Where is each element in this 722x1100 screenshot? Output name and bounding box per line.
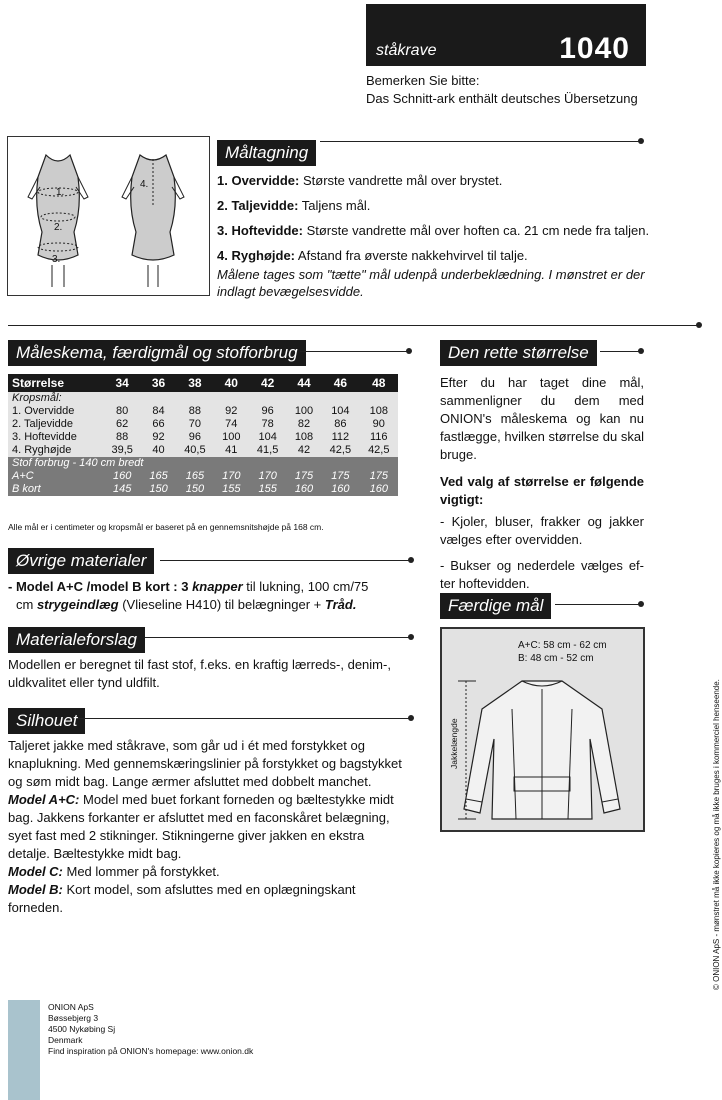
rette-text: Efter du har taget dine mål, sammenligner du dem med ONION's måleskema og kan nu fastlægge, hvilken størrelse du skal bruge. Ved valg af størrelse er følgende vigtigt: - Kjoler, bluser, frakker og jakker vælges efter overvidden. - Bukser og nederdele vælges ef-ter hoftevidden.	[440, 375, 644, 591]
silhouet-paragraph: Taljeret jakke med ståkrave, som går ud i ét med forstykket og knaplukning. Med gennemskæringslinier på forstykket og bagstykket og søm midt bag. Lange ærmer afsluttet med dobbelt manchet.	[8, 738, 402, 789]
measure-item-3: 3. Hoftevidde: Største vandrette mål over hoften ca. 21 cm nede fra taljen.	[217, 223, 650, 238]
finished-measure-ac: A+C: 58 cm - 62 cm	[518, 640, 607, 651]
figure-label-4: 4.	[140, 179, 149, 190]
faerdige-rule-dot	[638, 601, 644, 607]
silhouet-heading: Silhouet	[8, 708, 85, 734]
section-divider	[8, 325, 700, 326]
measure-note: Målene tages som "tætte" mål udenpå underbeklædning. I mønstret er der indlagt bevægelsesvidde.	[217, 267, 645, 299]
table-row: 4. Ryghøjde 39,5 40 40,5 41 41,5 42 42,5 42,5	[8, 444, 398, 457]
finished-measure-b: B: 48 cm - 52 cm	[518, 653, 594, 664]
maaleskema-rule	[300, 351, 408, 352]
maaltagning-list	[217, 172, 657, 300]
silhouet-text	[8, 737, 408, 917]
pattern-number: 1040	[559, 32, 630, 65]
ovrige-rule	[160, 560, 410, 561]
pattern-subtitle: ståkrave	[376, 42, 437, 59]
materialeforslag-rule-dot	[408, 634, 414, 640]
silhouet-model-ac: Model A+C: Model med buet forkant forneden og bæltestykke midt bag. Jakkens forkanter er afsluttet med en faconskåret belægning, syet fast med 2 stikninger. Stikningerne giver jakken en ekstra detalje. Bæltestykke midt bag.	[8, 792, 394, 861]
section-label-row: Stof forbrug - 140 cm bredt	[8, 457, 398, 470]
materialeforslag-rule	[145, 637, 410, 638]
table-footnote: Alle mål er i centimeter og kropsmål er baseret på en gennemsnitshøjde på 168 cm.	[8, 522, 324, 532]
footer-website: Find inspiration på ONION's homepage: www.onion.dk	[48, 1046, 254, 1056]
footer-address: ONION ApS Bøssebjerg 3 4500 Nykøbing Sj Denmark Find inspiration på ONION's homepage: www.onion.dk	[48, 1002, 254, 1056]
table-row: A+C 160 165 165 170 170 175 175 175	[8, 470, 398, 483]
finished-measurements-box	[440, 627, 645, 832]
jacket-length-label: Jakkelængde	[449, 718, 459, 769]
figure-label-2: 2.	[54, 222, 63, 233]
figure-label-1: 1.	[56, 187, 65, 198]
materialeforslag-heading: Materialeforslag	[8, 627, 145, 653]
section-divider-dot	[696, 322, 702, 328]
table-row: 3. Hoftevidde 88 92 96 100 104 108 112 116	[8, 431, 398, 444]
silhouet-rule	[78, 718, 410, 719]
faerdige-heading: Færdige mål	[440, 593, 551, 619]
rette-rule-dot	[638, 348, 644, 354]
faerdige-rule	[555, 604, 640, 605]
ovrige-heading: Øvrige materialer	[8, 548, 154, 574]
rette-rule	[600, 351, 640, 352]
measure-item-4: 4. Ryghøjde: Afstand fra øverste nakkehvirvel til talje.	[217, 248, 528, 263]
table-row: B kort 145 150 150 155 155 160 160 160	[8, 483, 398, 496]
translation-note: Bemerken Sie bitte: Das Schnitt-ark enthält deutsches Übersetzung	[366, 73, 638, 106]
ovrige-text: - Model A+C /model B kort : 3 knapper til lukning, 100 cm/75 cm strygeindlæg (Vlieseline H410) til belægninger + Tråd.	[8, 579, 369, 612]
copyright-notice: © ONION ApS - mønstret må ikke kopieres og må ikke bruges i kommerciel henseende.	[712, 679, 721, 990]
size-table-header: Størrelse 34 36 38 40 42 44 46 48	[8, 374, 398, 392]
maaltagning-rule-dot	[638, 138, 644, 144]
maaleskema-heading: Måleskema, færdigmål og stofforbrug	[8, 340, 306, 366]
size-table	[8, 374, 398, 496]
jacket-illustration	[442, 669, 643, 829]
figure-label-3: 3.	[52, 254, 61, 265]
silhouet-rule-dot	[408, 715, 414, 721]
maaltagning-rule	[320, 141, 640, 142]
materialeforslag-text: Modellen er beregnet til fast stof, f.eks. en kraftig lærreds-, denim-, uldkvalitet eller tynd uldfilt.	[8, 657, 391, 690]
table-row: 2. Taljevidde 62 66 70 74 78 82 86 90	[8, 418, 398, 431]
table-row: 1. Overvidde 80 84 88 92 96 100 104 108	[8, 405, 398, 418]
pattern-header	[366, 4, 646, 66]
silhouet-model-b: Model B: Kort model, som afsluttes med en oplægningskant forneden.	[8, 882, 356, 915]
maaltagning-heading: Måltagning	[217, 140, 316, 166]
silhouet-model-c: Model C: Med lommer på forstykket.	[8, 864, 220, 879]
maaleskema-rule-dot	[406, 348, 412, 354]
section-label-row: Kropsmål:	[8, 392, 398, 405]
ovrige-rule-dot	[408, 557, 414, 563]
body-figure-illustration	[8, 137, 209, 295]
measure-item-1: 1. Overvidde: Største vandrette mål over brystet.	[217, 173, 503, 188]
rette-heading: Den rette størrelse	[440, 340, 597, 366]
footer-color-bar	[8, 1000, 40, 1100]
measurement-figure	[7, 136, 210, 296]
measure-item-2: 2. Taljevidde: Taljens mål.	[217, 198, 371, 213]
